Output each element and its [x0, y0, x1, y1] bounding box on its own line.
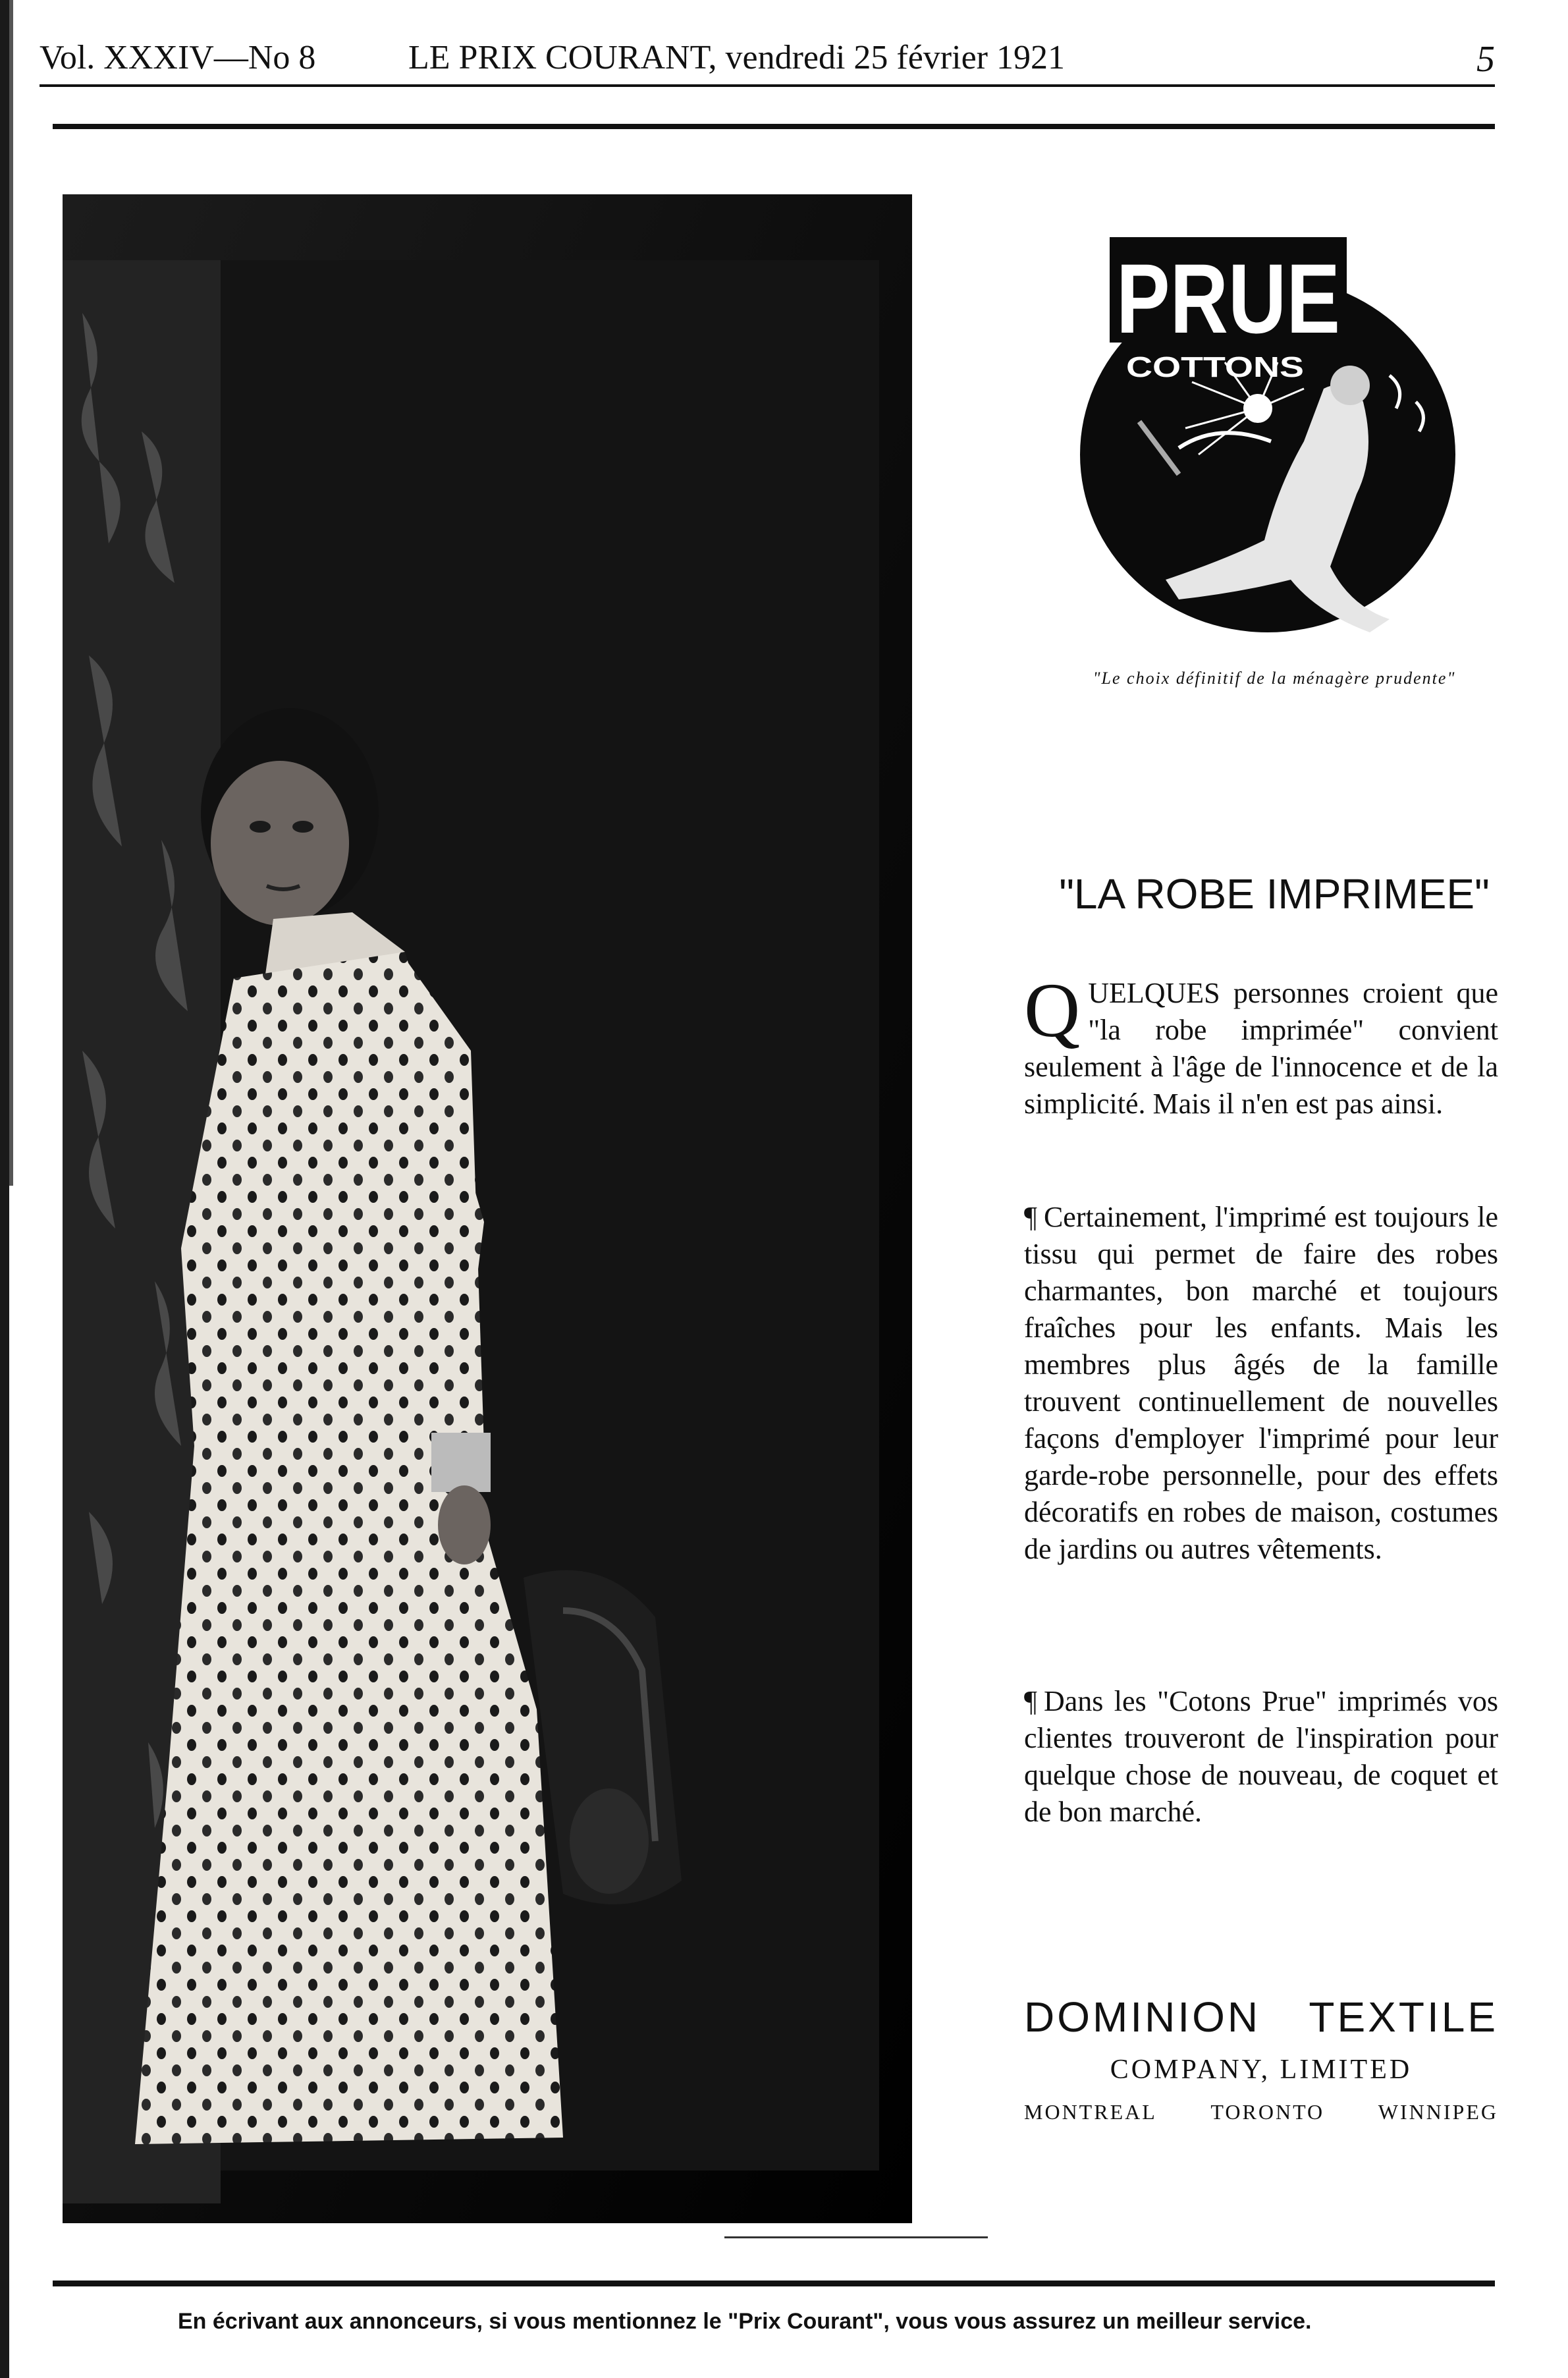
- company-cities: [1024, 2100, 1498, 2124]
- footer-note: En écrivant aux annonceurs, si vous mentionnez le "Prix Courant", vous vous assurez un meilleur service.: [178, 2309, 1312, 2334]
- company-name-part1: DOMINION: [1024, 1993, 1261, 2041]
- newspaper-title: LE PRIX COURANT, vendredi 25 février 1921: [408, 39, 1065, 76]
- prue-cottons-logo: [1060, 231, 1475, 652]
- drop-cap: Q: [1024, 967, 1081, 1053]
- paragraph-1-text: UELQUES personnes croient que "la robe imprimée" convient seulement à l'âge de l'innocence et de la simplicité. Mais il n'en est pas ainsi.: [1024, 977, 1498, 1120]
- paragraph-2-text: Certainement, l'imprimé est toujours le tissu qui permet de faire des robes charmantes, bon marché et toujours fraîches pour les enfants. Mais les membres plus âgés de la famille trouvent continuellement de nouvelles façons d'employer l'imprimé pour leur garde-robe personnelle, pour des effets décoratifs en robes de maison, costumes de jardins ou autres vêtements.: [1024, 1201, 1498, 1565]
- page-header: [40, 38, 1495, 91]
- volume-number: Vol. XXXIV—No 8: [40, 39, 316, 76]
- company-subtitle: COMPANY, LIMITED: [1110, 2055, 1413, 2085]
- page-number: 5: [1476, 39, 1495, 80]
- city-toronto: TORONTO: [1210, 2100, 1325, 2124]
- logo-brand-text: PRUE: [1116, 243, 1340, 354]
- paragraph-2: [1024, 1199, 1498, 1568]
- header-rule: [53, 124, 1495, 129]
- footer-rule: [53, 2281, 1495, 2286]
- footer-thin-rule: [724, 2236, 988, 2238]
- logo-caption: "Le choix définitif de la ménagère prudente": [1093, 669, 1456, 688]
- company-name-part2: TEXTILE: [1309, 1993, 1498, 2041]
- header-underline: [40, 84, 1495, 87]
- logo-product-text: COTTONS: [1126, 351, 1304, 383]
- city-montreal: MONTREAL: [1024, 2100, 1157, 2124]
- paragraph-3-text: Dans les "Cotons Prue" imprimés vos clientes trouveront de l'inspiration pour quelque chose de nouveau, de coquet et de bon marché.: [1024, 1685, 1498, 1828]
- girl-in-printed-dress-photo: [63, 194, 912, 2223]
- paragraph-1: [1024, 967, 1498, 1122]
- scan-edge: [0, 0, 9, 2378]
- company-name: [1024, 1993, 1498, 2041]
- scan-edge-shadow: [9, 0, 13, 1186]
- pilcrow-icon: ¶: [1024, 1201, 1037, 1233]
- article-title: "LA ROBE IMPRIMEE": [1059, 870, 1490, 918]
- city-winnipeg: WINNIPEG: [1378, 2100, 1498, 2124]
- paragraph-3: [1024, 1683, 1498, 1831]
- pilcrow-icon: ¶: [1024, 1685, 1037, 1717]
